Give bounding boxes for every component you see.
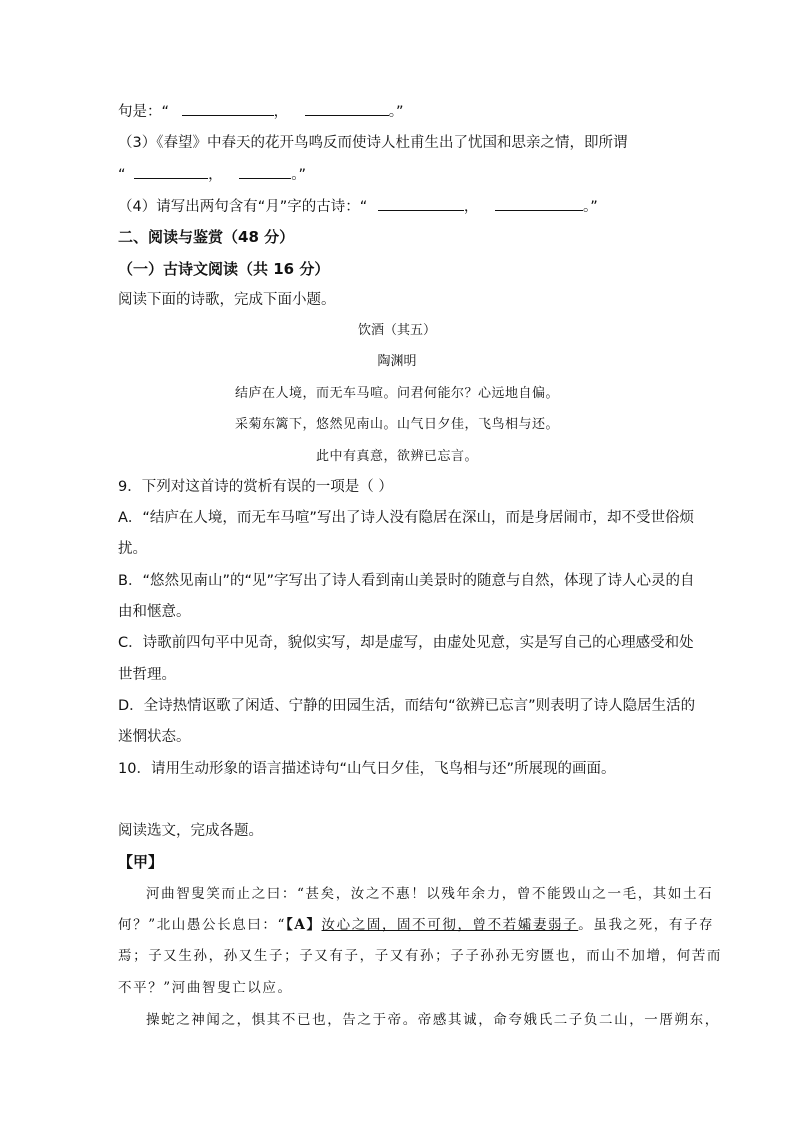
option-c-cont: 世哲理。	[118, 667, 176, 683]
end-text: 。”	[388, 104, 404, 120]
end-text: 。”	[291, 167, 306, 183]
mark-a: 【A】	[286, 917, 322, 933]
reading-instruction: 阅读选文，完成各题。	[118, 823, 263, 839]
q3-blanks	[118, 164, 306, 185]
section-jia: 【甲】	[118, 853, 164, 871]
answer-blank[interactable]	[305, 101, 389, 116]
answer-blank[interactable]	[134, 164, 208, 179]
option-d: D．全诗热情讴歌了闲适、宁静的田园生活，而结句“欲辨已忘言”则表明了诗人隐居生活的	[118, 698, 696, 714]
answer-blank[interactable]	[378, 196, 464, 211]
option-b-cont: 由和惬意。	[118, 604, 191, 620]
comma-text: ，	[273, 104, 289, 120]
open-quote: “	[118, 167, 126, 183]
q3-text: （3）《春望》中春天的花开鸟鸣反而使诗人杜甫生出了忧国和思亲之情，即所谓	[118, 135, 628, 151]
poem-line: 此中有真意，欲辨已忘言。	[315, 449, 478, 464]
passage-line: 河曲智叟笑而止之曰：“甚矣，汝之不惠！以残年余力，曾不能毁山之一毛，其如土石	[146, 886, 714, 902]
passage-line: 操蛇之神闻之，惧其不已也，告之于帝。帝感其诚，命夸娥氏二子负二山，一厝朔东，	[146, 1012, 720, 1028]
answer-blank[interactable]	[495, 196, 583, 211]
q4-text: （4）请写出两句含有“月”字的古诗：“	[118, 199, 368, 215]
option-a: A．“结庐在人境，而无车马喧”写出了诗人没有隐居在深山，而是身居闹市，却不受世俗烦	[118, 510, 694, 526]
end-text: 。”	[582, 199, 598, 215]
section-title: 二、阅读与鉴赏（48 分）	[118, 228, 295, 246]
option-b: B．“悠然见南山”的“见”字写出了诗人看到南山美景时的随意与自然，体现了诗人心灵的自	[118, 573, 695, 589]
passage-line: 焉；子又生孙，孙又生子；子又有子，子又有孙；子子孙孙无穷匮也，而山不加增，何苦而	[118, 948, 722, 964]
q9-stem: 9．下列对这首诗的赏析有误的一项是（ ）	[118, 479, 393, 495]
prefix-text: 句是：“	[118, 104, 170, 120]
instruction-text: 阅读下面的诗歌，完成下面小题。	[118, 292, 336, 308]
answer-blank[interactable]	[182, 101, 274, 116]
comma-text: ，	[208, 167, 223, 183]
subsection-title: （一）古诗文阅读（共 16 分）	[118, 260, 330, 278]
q4-line	[118, 196, 598, 217]
option-d-cont: 迷惘状态。	[118, 729, 191, 745]
q-line-blanks	[118, 101, 404, 122]
poem-line: 结庐在人境，而无车马喧。问君何能尔？心远地自偏。	[234, 386, 559, 401]
passage-text: 。虽我之死，有子存	[578, 917, 715, 933]
q10-stem: 10．请用生动形象的语言描述诗句“山气日夕佳，飞鸟相与还”所展现的画面。	[118, 761, 616, 777]
poem-author: 陶渊明	[377, 354, 417, 369]
option-a-cont: 扰。	[118, 541, 147, 557]
passage-line	[118, 915, 714, 935]
passage-text: 何？”北山愚公长息曰：“	[118, 917, 287, 933]
option-c: C．诗歌前四句平中见奇，貌似实写，却是虚写，由虚处见意，实是写自己的心理感受和处	[118, 635, 694, 651]
comma-text: ，	[463, 199, 479, 215]
poem-title: 饮酒（其五）	[357, 323, 436, 338]
poem-line: 采菊东篱下，悠然见南山。山气日夕佳，飞鸟相与还。	[234, 417, 559, 432]
answer-blank[interactable]	[239, 164, 291, 179]
underlined-sentence: 汝心之固，固不可彻，曾不若孀妻弱子	[321, 917, 579, 933]
passage-line: 不平？”河曲智叟亡以应。	[118, 980, 293, 996]
